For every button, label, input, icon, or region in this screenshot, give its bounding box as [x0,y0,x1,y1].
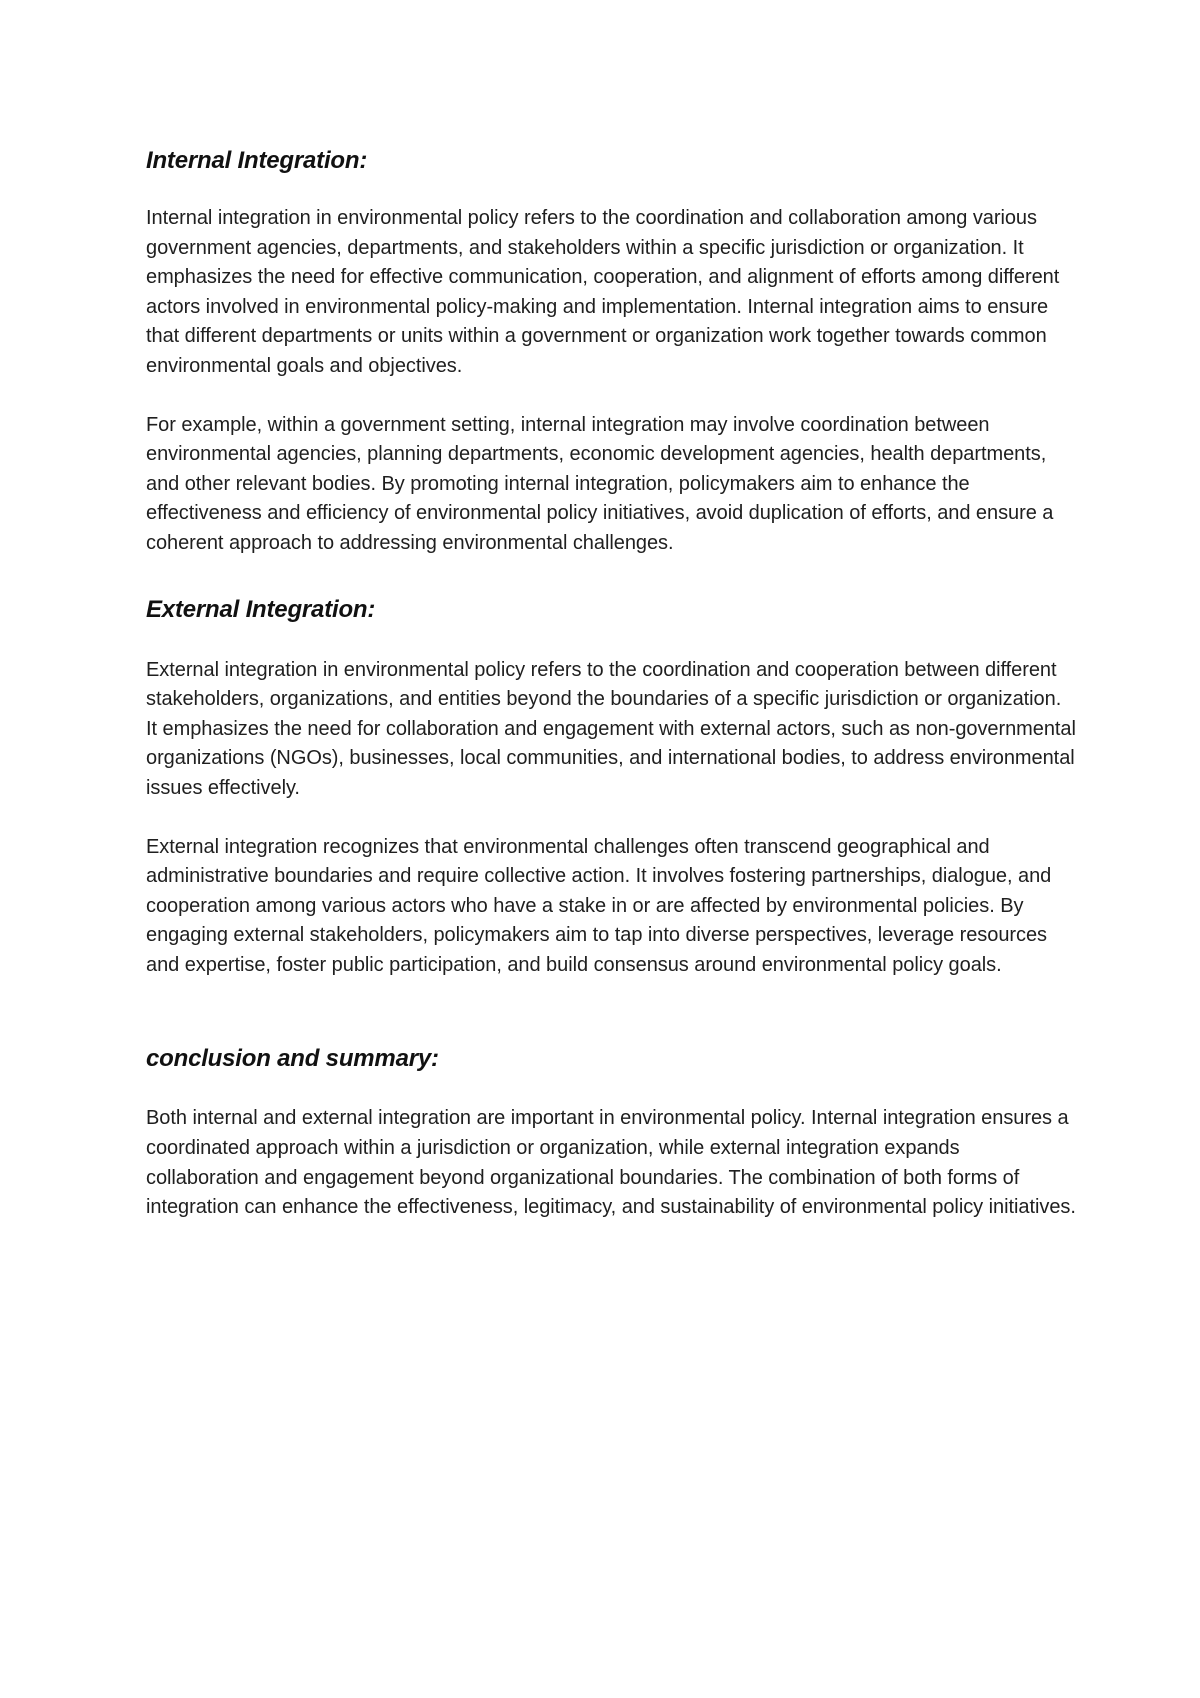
paragraph-internal-integration-definition: Internal integration in environmental policy refers to the coordination and collaboration among various government agencies, departments, and stakeholders within a specific jurisdiction or organization. It emphasizes the need for effective communication, cooperation, and alignment of efforts among different actors involved in environmental policy-making and implementation. Internal integration aims to ensure that different departments or units within a government or organization work together towards common environmental goals and objectives. [146,207,1060,377]
paragraph-external-integration-rationale: External integration recognizes that environmental challenges often transcend geographical and administrative boundaries and require collective action. It involves fostering partnerships, dialogue, and cooperation among various actors who have a stake in or are affected by environmental policies. By engaging external stakeholders, policymakers aim to tap into diverse perspectives, leverage resources and expertise, foster public participation, and build consensus around environmental policy goals. [146,835,1052,976]
section-heading-conclusion: conclusion and summary: [146,1045,439,1073]
section-heading-external-integration: External Integration: [146,595,376,623]
paragraph-internal-integration-example: For example, within a government setting, internal integration may involve coordination between environmental agencies, planning departments, economic development agencies, health departments, and other relevant bodies. By promoting internal integration, policymakers aim to enhance the effectiveness and efficiency of environmental policy initiatives, avoid duplication of efforts, and ensure a coherent approach to addressing environmental challenges. [146,413,1054,554]
paragraph-conclusion-summary: Both internal and external integration are important in environmental policy. Internal integration ensures a coordinated approach within a jurisdiction or organization, while external integration expands collaboration and engagement beyond organizational boundaries. The combination of both forms of integration can enhance the effectiveness, legitimacy, and sustainability of environmental policy initiatives. [146,1107,1076,1219]
document-body [146,128,1076,1223]
section-heading-internal-integration: Internal Integration: [146,147,368,174]
paragraph-external-integration-definition: External integration in environmental policy refers to the coordination and cooperation between different stakeholders, organizations, and entities beyond the boundaries of a specific jurisdiction or organization. It emphasizes the need for collaboration and engagement with external actors, such as non-governmental organizations (NGOs), businesses, local communities, and international bodies, to address environmental issues effectively. [146,658,1076,799]
